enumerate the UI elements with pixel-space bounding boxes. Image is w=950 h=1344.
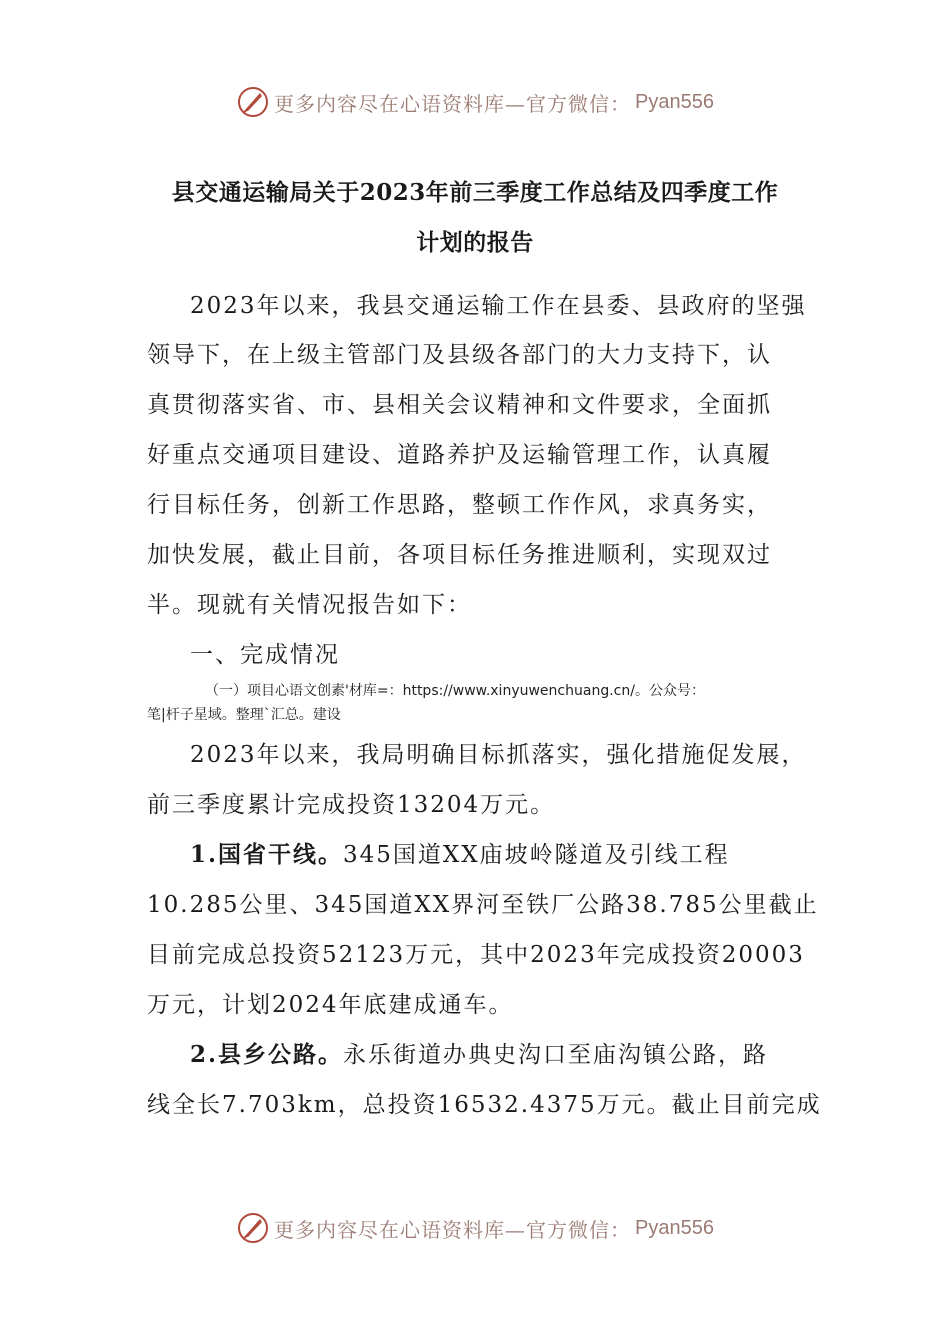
intro-line: 半。现就有关情况报告如下： bbox=[147, 592, 472, 618]
intro-line: 2023年以来，我县交通运输工作在县委、县政府的坚强 bbox=[190, 293, 807, 319]
subsection-heading-line-2: 笔|杆子星域。整理`汇总。建设 bbox=[147, 707, 341, 723]
item-2-text: 永乐街道办典史沟口至庙沟镇公路，路 bbox=[343, 1042, 769, 1068]
item-1-line-4: 万元，计划2024年底建成通车。 bbox=[147, 992, 514, 1018]
item-1-text: 345国道XX庙坡岭隧道及引线工程 bbox=[343, 842, 730, 868]
intro-line: 真贯彻落实省、市、县相关会议精神和文件要求，全面抓 bbox=[147, 392, 772, 418]
feather-pen-logo-icon bbox=[236, 85, 270, 119]
item-1-label: 1.国省干线。 bbox=[190, 841, 344, 868]
watermark-text: 更多内容尽在心语资料库—官方微信： bbox=[274, 1217, 632, 1242]
summary-line: 2023年以来，我局明确目标抓落实，强化措施促发展， bbox=[190, 742, 807, 768]
item-1-line-2: 10.285公里、345国道XX界河至铁厂公路38.785公里截止 bbox=[147, 892, 819, 918]
item-1-line-3: 目前完成总投资52123万元，其中2023年完成投资20003 bbox=[147, 942, 805, 968]
item-2-label: 2.县乡公路。 bbox=[190, 1041, 344, 1068]
intro-line: 加快发展，截止目前，各项目标任务推进顺利，实现双过 bbox=[147, 542, 772, 568]
summary-line: 前三季度累计完成投资13204万元。 bbox=[147, 792, 556, 818]
watermark-text: 更多内容尽在心语资料库—官方微信： bbox=[274, 91, 632, 116]
subsection-heading-line-1: （一）项目心语文创素'材库=：https://www.xinyuwenchuang.cn/。公众号： bbox=[205, 683, 705, 699]
intro-line: 好重点交通项目建设、道路养护及运输管理工作，认真履 bbox=[147, 442, 772, 468]
watermark-wechat-id: Pyan556 bbox=[635, 1216, 714, 1239]
document-title-line-2: 计划的报告 bbox=[416, 229, 534, 256]
watermark-header bbox=[0, 82, 950, 122]
section-heading: 一、完成情况 bbox=[190, 642, 340, 668]
item-2-line-1 bbox=[190, 1038, 768, 1072]
item-1-line-1 bbox=[190, 838, 730, 872]
intro-line: 行目标任务，创新工作思路，整顿工作作风，求真务实， bbox=[147, 492, 772, 518]
intro-line: 领导下，在上级主管部门及县级各部门的大力支持下，认 bbox=[147, 342, 772, 368]
feather-pen-logo-icon bbox=[236, 1211, 270, 1245]
watermark-footer bbox=[0, 1208, 950, 1248]
watermark-wechat-id: Pyan556 bbox=[635, 90, 714, 113]
document-title-line-1: 县交通运输局关于2023年前三季度工作总结及四季度工作 bbox=[171, 179, 779, 206]
item-2-line-2: 线全长7.703km，总投资16532.4375万元。截止目前完成 bbox=[147, 1092, 822, 1118]
